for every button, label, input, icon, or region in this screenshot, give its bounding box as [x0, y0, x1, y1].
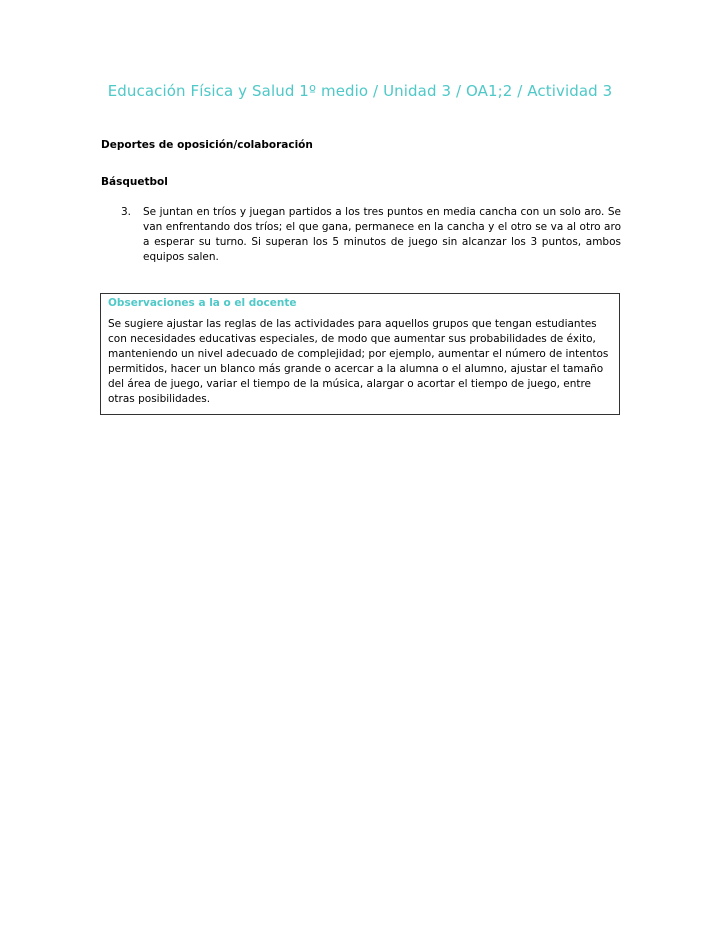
observations-title: Observaciones a la o el docente — [108, 297, 297, 309]
activity-list — [101, 205, 621, 265]
item-text: Se juntan en tríos y juegan partidos a los tres puntos en media cancha con un solo aro. Se van enfrentando dos tríos; el que gana, permanece en la cancha y el otro se va al otro aro a esperar su turno. Si superan los 5 minutos de juego sin alcanzar los 3 puntos, ambos equipos salen. — [143, 206, 621, 263]
observations-text: Se sugiere ajustar las reglas de las actividades para aquellos grupos que tengan estudiantes con necesidades educativas especiales, de modo que aumentar sus probabilidades de éxito, manteniendo un nivel adecuado de complejidad; por ejemplo, aumentar el número de intentos permitidos, hacer un blanco más grande o acercar a la alumna o el alumno, ajustar el tamaño del área de juego, variar el tiempo de la música, alargar o acortar el tiempo de juego, entre otras posibilidades. — [108, 318, 609, 405]
sub-heading: Básquetbol — [101, 176, 168, 188]
page-title: Educación Física y Salud 1º medio / Unidad 3 / OA1;2 / Actividad 3 — [107, 82, 613, 100]
observations-box — [100, 293, 620, 415]
section-heading: Deportes de oposición/colaboración — [101, 139, 313, 151]
item-number: 3. — [121, 206, 132, 218]
list-item — [101, 205, 621, 265]
